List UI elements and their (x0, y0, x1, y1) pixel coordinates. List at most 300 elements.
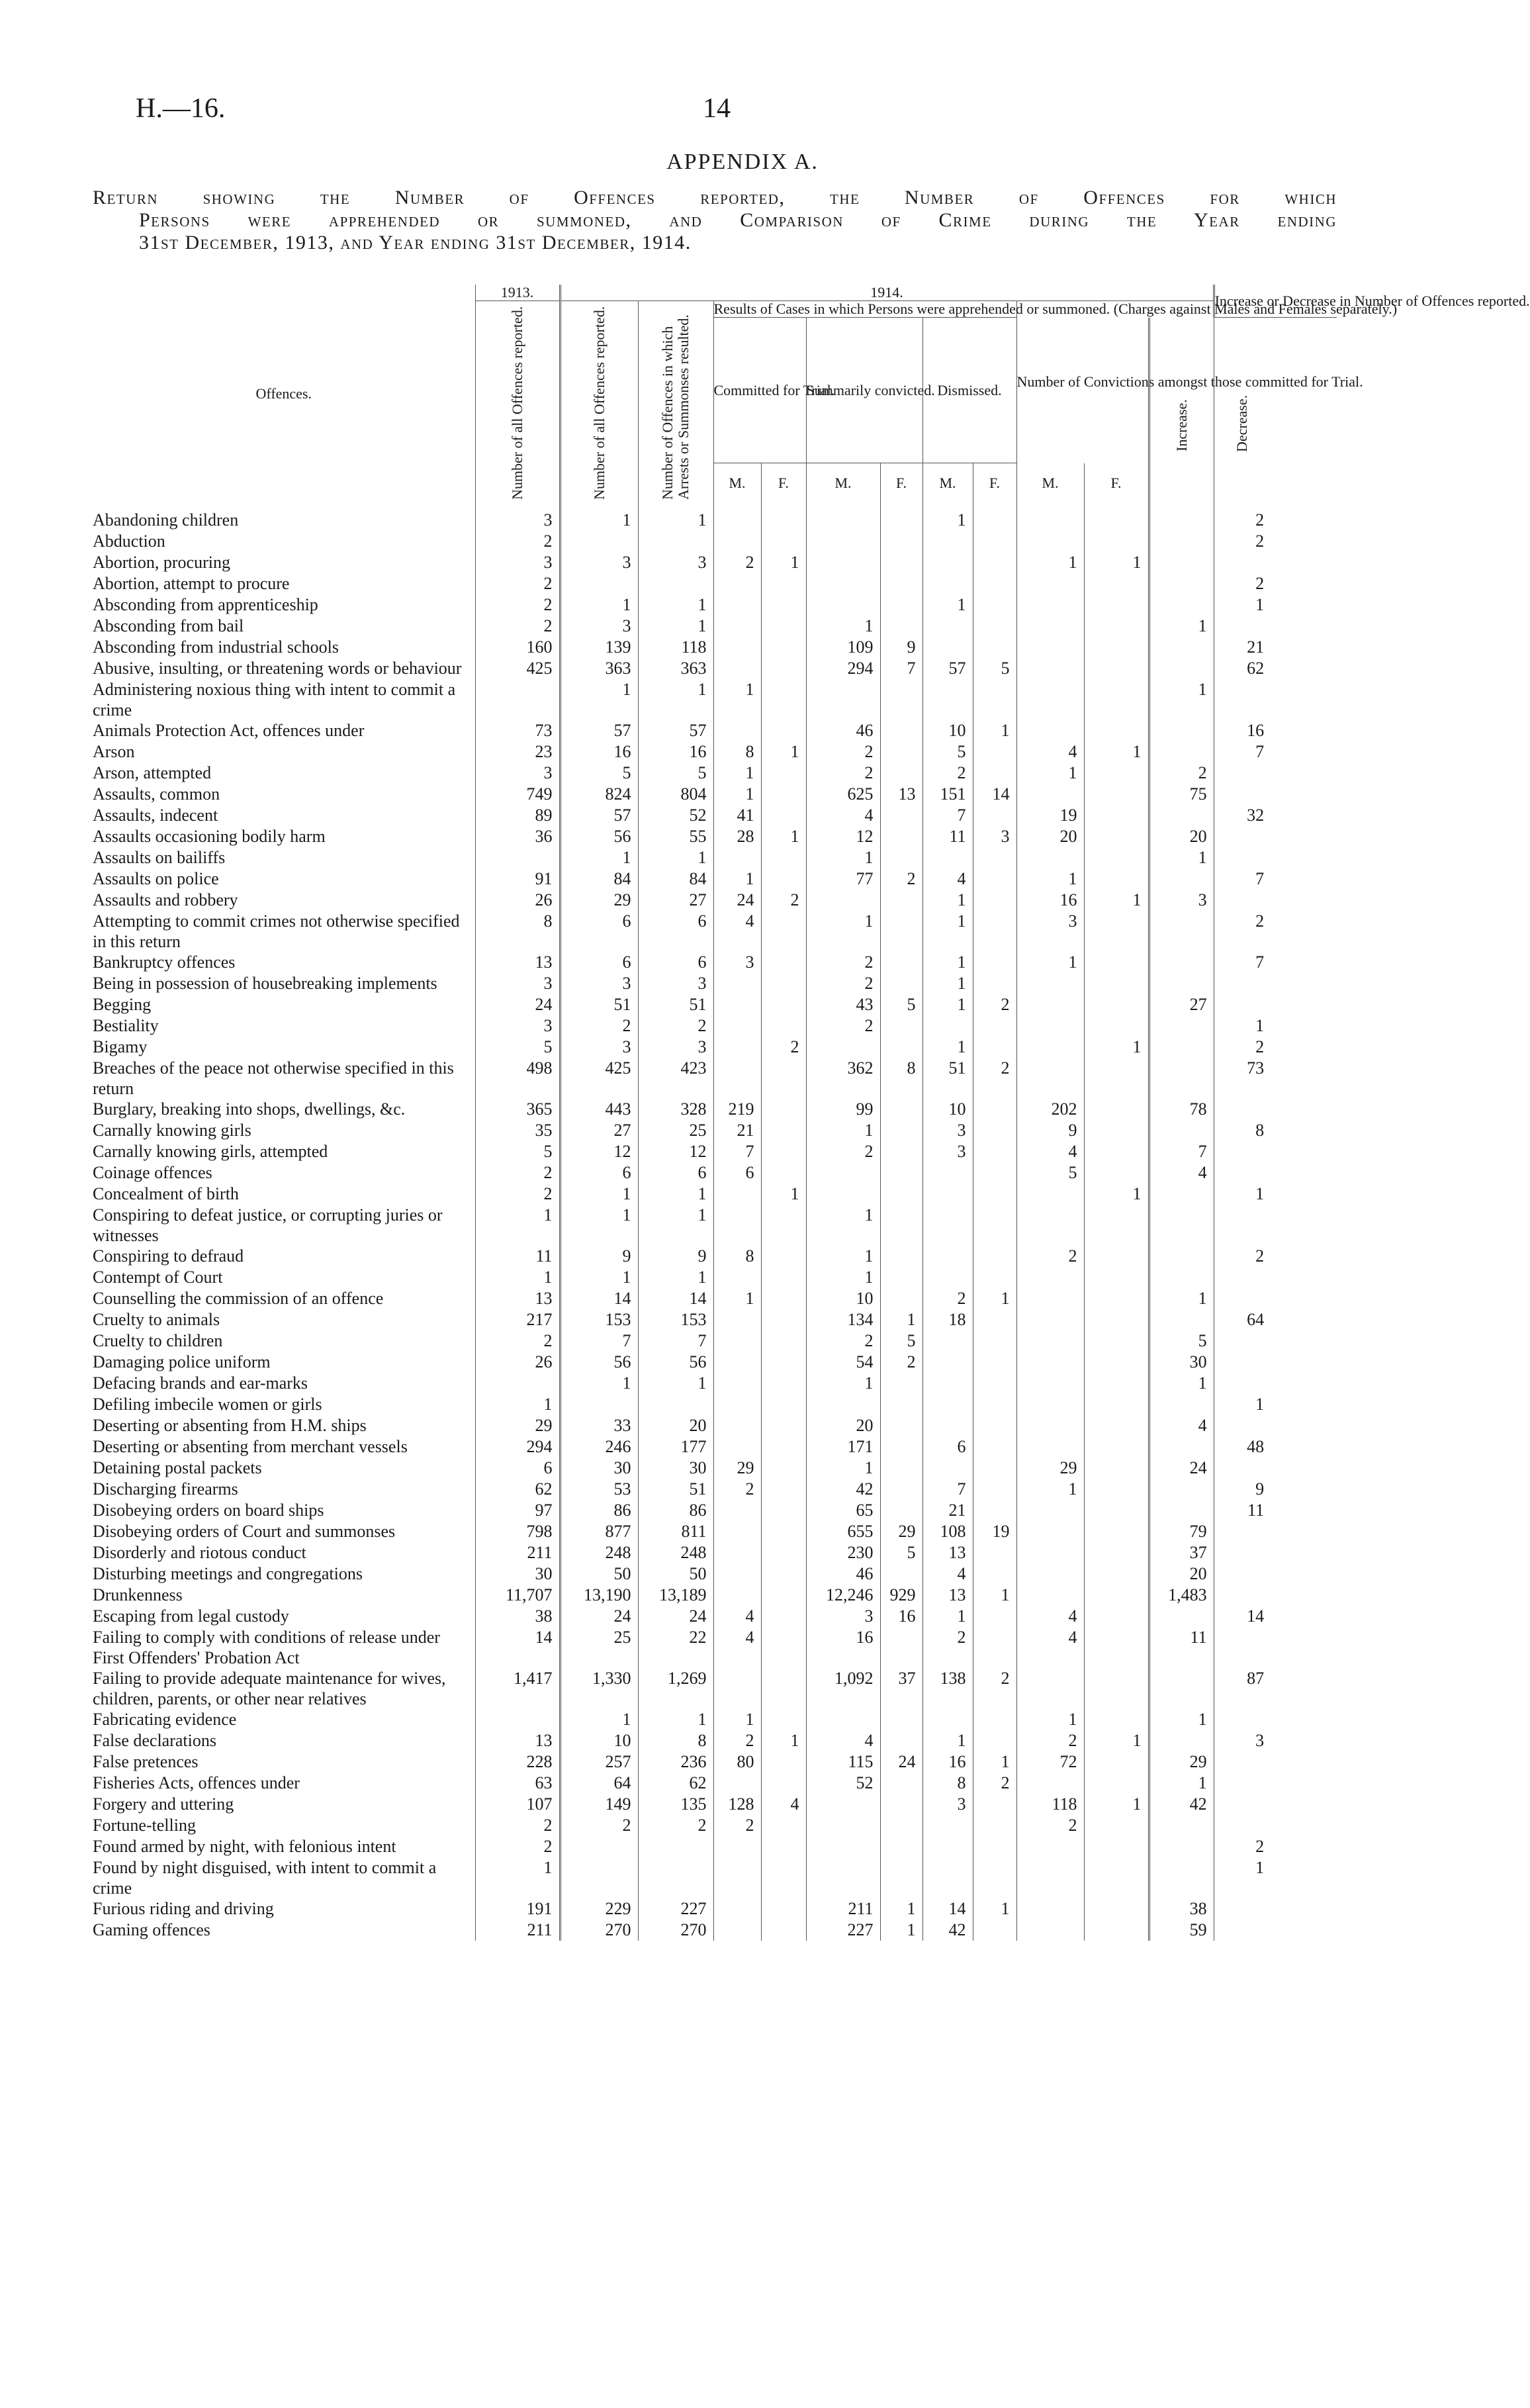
table-cell (880, 1730, 922, 1751)
table-cell (761, 531, 806, 552)
table-cell (880, 1141, 922, 1162)
table-cell: 5 (880, 994, 922, 1015)
table-cell (806, 552, 880, 573)
table-row (93, 1246, 1337, 1267)
offence-name: Conspiring to defraud (93, 1246, 244, 1266)
table-cell: 3 (1149, 890, 1214, 911)
table-cell (1016, 1521, 1084, 1542)
table-cell (1084, 1120, 1149, 1141)
table-cell: 16 (560, 741, 638, 763)
table-cell: 1 (761, 826, 806, 847)
table-cell: 26 (475, 1352, 560, 1373)
table-cell: 5 (475, 1141, 560, 1162)
table-cell (761, 1479, 806, 1500)
table-cell: 6 (638, 952, 713, 973)
table-cell: 42 (922, 1920, 973, 1941)
col-results: Results of Cases in which Persons were apprehended or summoned. (Charges against Males and Females separately.) (713, 301, 1398, 317)
table-cell: 118 (638, 637, 713, 658)
table-cell: 62 (638, 1773, 713, 1794)
table-cell (973, 573, 1016, 594)
table-cell: 37 (880, 1668, 922, 1709)
table-cell (761, 868, 806, 890)
table-cell (1084, 531, 1149, 552)
table-row (93, 1352, 1337, 1373)
table-cell (922, 1330, 973, 1352)
table-cell: 16 (880, 1606, 922, 1627)
table-cell (880, 1246, 922, 1267)
table-cell: 9 (1214, 1479, 1271, 1500)
table-cell (1016, 973, 1084, 994)
table-row (93, 1857, 1337, 1898)
table-cell: 1 (638, 1183, 713, 1205)
table-cell: 1 (1149, 616, 1214, 637)
table-cell: 7 (638, 1330, 713, 1352)
table-cell: 1 (761, 1730, 806, 1751)
table-cell (475, 1709, 560, 1730)
table-cell: 20 (806, 1415, 880, 1436)
table-cell: 365 (475, 1099, 560, 1120)
table-cell: 2 (475, 1162, 560, 1183)
table-cell: 443 (560, 1099, 638, 1120)
offence-name: Forgery and uttering (93, 1794, 234, 1814)
table-cell: 1 (1016, 868, 1084, 890)
table-cell (880, 1120, 922, 1141)
table-cell: 64 (1214, 1309, 1271, 1330)
table-cell (1084, 1058, 1149, 1099)
table-cell (1084, 1751, 1149, 1773)
table-cell: 57 (922, 658, 973, 679)
table-cell: 153 (638, 1309, 713, 1330)
table-cell (1016, 1563, 1084, 1585)
table-cell (761, 616, 806, 637)
table-row (93, 1037, 1337, 1058)
table-cell (1016, 1058, 1084, 1099)
table-cell (1084, 994, 1149, 1015)
offence-name: Assaults, indecent (93, 806, 218, 825)
offence-name: Abortion, attempt to procure (93, 574, 290, 593)
table-cell (1214, 1585, 1271, 1606)
table-cell (973, 1920, 1016, 1941)
table-cell: 4 (806, 1730, 880, 1751)
table-cell: 10 (560, 1730, 638, 1751)
table-cell (761, 952, 806, 973)
table-cell (713, 1394, 761, 1415)
table-cell (973, 763, 1016, 784)
table-cell: 29 (475, 1415, 560, 1436)
table-cell: 228 (475, 1751, 560, 1773)
table-cell (761, 1458, 806, 1479)
table-cell (1214, 890, 1271, 911)
table-cell (973, 594, 1016, 616)
table-cell (713, 1205, 761, 1246)
table-cell (1016, 784, 1084, 805)
table-cell (1214, 1099, 1271, 1120)
table-cell: 929 (880, 1585, 922, 1606)
table-cell (1149, 741, 1214, 763)
table-row (93, 1773, 1337, 1794)
table-cell (880, 1627, 922, 1668)
table-cell (1084, 1352, 1149, 1373)
table-cell (973, 1479, 1016, 1500)
table-cell (761, 911, 806, 952)
table-cell (475, 1373, 560, 1394)
table-cell (922, 531, 973, 552)
table-cell: 1 (922, 1037, 973, 1058)
offence-name: Disobeying orders of Court and summonses (93, 1522, 396, 1541)
table-cell (761, 1015, 806, 1037)
table-cell: 8 (922, 1773, 973, 1794)
table-cell (761, 1141, 806, 1162)
table-cell: 84 (638, 868, 713, 890)
table-cell (1214, 1563, 1271, 1585)
table-cell (880, 1815, 922, 1836)
table-cell: 16 (1016, 890, 1084, 911)
table-cell (761, 1373, 806, 1394)
table-cell (880, 1037, 922, 1058)
table-cell: 2 (475, 573, 560, 594)
table-cell (1214, 784, 1271, 805)
table-cell: 28 (713, 826, 761, 847)
table-cell (973, 805, 1016, 826)
table-cell: 37 (1149, 1542, 1214, 1563)
offence-name: Carnally knowing girls (93, 1121, 251, 1140)
table-cell: 328 (638, 1099, 713, 1120)
table-cell: 51 (560, 994, 638, 1015)
table-cell: 128 (713, 1794, 761, 1815)
table-cell (1149, 594, 1214, 616)
table-cell: 5 (880, 1542, 922, 1563)
table-cell (713, 1920, 761, 1941)
table-cell (806, 1836, 880, 1857)
table-row (93, 658, 1337, 679)
table-cell (560, 531, 638, 552)
table-cell: 7 (713, 1141, 761, 1162)
table-cell: 1 (1149, 847, 1214, 868)
table-row (93, 847, 1337, 868)
table-cell (973, 1857, 1016, 1898)
table-cell (761, 1394, 806, 1415)
table-cell (880, 1563, 922, 1585)
table-cell (638, 1394, 713, 1415)
table-cell: 202 (1016, 1099, 1084, 1120)
table-cell: 1 (638, 679, 713, 720)
table-cell: 62 (475, 1479, 560, 1500)
table-cell (1149, 531, 1214, 552)
table-cell (880, 1479, 922, 1500)
table-cell: 1 (638, 1373, 713, 1394)
title-line-3: 31st December, 1913, and Year ending 31st December, 1914. (139, 232, 692, 254)
table-cell (973, 952, 1016, 973)
table-cell: 20 (1149, 826, 1214, 847)
table-cell: 362 (806, 1058, 880, 1099)
table-cell: 63 (475, 1773, 560, 1794)
table-cell: 16 (638, 741, 713, 763)
col-year-1913: 1913. (475, 285, 560, 301)
table-cell (880, 1458, 922, 1479)
table-cell: 54 (806, 1352, 880, 1373)
table-cell: 5 (638, 763, 713, 784)
table-row (93, 1815, 1337, 1836)
table-cell (973, 1627, 1016, 1668)
table-cell: 6 (638, 1162, 713, 1183)
table-cell: 18 (922, 1309, 973, 1330)
table-cell: 4 (922, 868, 973, 890)
table-cell: 46 (806, 720, 880, 741)
table-cell: 211 (475, 1920, 560, 1941)
table-cell: 29 (560, 890, 638, 911)
table-cell: 211 (806, 1898, 880, 1920)
table-cell (1149, 952, 1214, 973)
table-cell: 2 (973, 1773, 1016, 1794)
offence-name: Damaging police uniform (93, 1352, 271, 1371)
table-cell: 6 (560, 911, 638, 952)
table-cell (880, 531, 922, 552)
table-cell: 425 (475, 658, 560, 679)
table-cell: 1 (922, 952, 973, 973)
offence-name: Gaming offences (93, 1920, 210, 1939)
table-cell (1214, 763, 1271, 784)
table-cell: 8 (475, 911, 560, 952)
table-cell: 2 (806, 973, 880, 994)
table-cell: 2 (973, 1058, 1016, 1099)
table-cell (922, 1836, 973, 1857)
table-cell: 21 (1214, 637, 1271, 658)
table-cell: 64 (560, 1773, 638, 1794)
table-cell (713, 1037, 761, 1058)
table-row (93, 1162, 1337, 1183)
table-cell: 1 (560, 847, 638, 868)
table-cell: 16 (806, 1627, 880, 1668)
table-cell: 1 (1016, 1479, 1084, 1500)
table-cell (713, 1373, 761, 1394)
table-cell: 2 (761, 1037, 806, 1058)
table-cell: 2 (475, 531, 560, 552)
table-row (93, 1794, 1337, 1815)
table-cell (880, 1162, 922, 1183)
table-cell (1016, 847, 1084, 868)
table-cell: 294 (475, 1436, 560, 1458)
table-cell: 811 (638, 1521, 713, 1542)
table-cell (1016, 1542, 1084, 1563)
offence-name: Disturbing meetings and congregations (93, 1564, 363, 1583)
table-cell: 24 (880, 1751, 922, 1773)
offence-name: Breaches of the peace not otherwise specified in this return (93, 1058, 454, 1098)
table-cell: 43 (806, 994, 880, 1015)
table-cell: 236 (638, 1751, 713, 1773)
table-cell (973, 1415, 1016, 1436)
table-cell: 87 (1214, 1668, 1271, 1709)
table-cell: 5 (922, 741, 973, 763)
table-cell: 227 (806, 1920, 880, 1941)
table-cell (638, 1857, 713, 1898)
table-cell: 11,707 (475, 1585, 560, 1606)
table-cell (806, 1183, 880, 1205)
offence-name: Assaults and robbery (93, 890, 238, 909)
table-cell (880, 1267, 922, 1288)
table-cell: 1 (973, 1898, 1016, 1920)
table-cell: 749 (475, 784, 560, 805)
table-cell (922, 1162, 973, 1183)
offence-name: Contempt of Court (93, 1268, 223, 1287)
table-cell (880, 679, 922, 720)
table-cell (1084, 805, 1149, 826)
table-cell: 5 (1149, 1330, 1214, 1352)
table-cell: 16 (1214, 720, 1271, 741)
col-summarily: Summarily convicted. (806, 318, 922, 463)
table-cell: 1 (922, 503, 973, 531)
table-cell: 75 (1149, 784, 1214, 805)
table-cell: 99 (806, 1099, 880, 1120)
table-cell: 5 (1016, 1162, 1084, 1183)
col-decrease: Decrease. (1214, 318, 1271, 504)
table-row (93, 1373, 1337, 1394)
table-cell (1214, 1352, 1271, 1373)
table-cell (973, 973, 1016, 994)
table-cell: 1 (973, 1288, 1016, 1309)
col-reported-1914: Number of all Offences reported. (560, 301, 638, 504)
table-cell: 80 (713, 1751, 761, 1773)
table-cell (560, 1394, 638, 1415)
table-cell: 14 (922, 1898, 973, 1920)
table-cell (638, 573, 713, 594)
table-cell: 7 (922, 1479, 973, 1500)
table-cell: 1 (806, 1373, 880, 1394)
table-cell (880, 1373, 922, 1394)
table-cell: 56 (638, 1352, 713, 1373)
table-cell (922, 1373, 973, 1394)
table-cell (1016, 658, 1084, 679)
table-cell: 51 (638, 994, 713, 1015)
table-cell (1149, 1815, 1214, 1836)
table-cell: 50 (560, 1563, 638, 1585)
table-row (93, 552, 1337, 573)
table-cell: 248 (560, 1542, 638, 1563)
table-cell: 2 (560, 1015, 638, 1037)
table-row (93, 1563, 1337, 1585)
offence-name: Fortune-telling (93, 1816, 196, 1835)
table-cell (761, 1120, 806, 1141)
table-row (93, 1627, 1337, 1668)
table-cell: 56 (560, 826, 638, 847)
table-cell (1084, 847, 1149, 868)
table-cell: 30 (1149, 1352, 1214, 1373)
table-cell (1016, 1415, 1084, 1436)
table-cell: 118 (1016, 1794, 1084, 1815)
col-increase: Increase. (1149, 318, 1214, 504)
table-cell (1084, 1668, 1149, 1709)
table-cell: 14 (973, 784, 1016, 805)
table-row (93, 531, 1337, 552)
table-cell (973, 1815, 1016, 1836)
table-row (93, 1585, 1337, 1606)
table-cell: 2 (475, 616, 560, 637)
table-cell (1214, 1162, 1271, 1183)
table-cell (880, 890, 922, 911)
table-cell: 9 (560, 1246, 638, 1267)
table-cell (880, 952, 922, 973)
table-row (93, 1751, 1337, 1773)
table-cell (1016, 720, 1084, 741)
table-cell: 2 (1214, 503, 1271, 531)
table-row (93, 1330, 1337, 1352)
table-cell: 1 (806, 1205, 880, 1246)
table-cell (880, 1836, 922, 1857)
table-cell: 1 (761, 1183, 806, 1205)
offence-name: Bankruptcy offences (93, 952, 236, 972)
table-cell (1084, 1585, 1149, 1606)
table-cell: 1 (922, 1730, 973, 1751)
table-cell (1016, 1585, 1084, 1606)
table-cell (973, 1709, 1016, 1730)
table-row (93, 763, 1337, 784)
table-cell: 2 (638, 1015, 713, 1037)
table-cell (880, 763, 922, 784)
table-cell: 8 (638, 1730, 713, 1751)
table-cell (1016, 1309, 1084, 1330)
table-cell (922, 1267, 973, 1288)
table-cell: 6 (922, 1436, 973, 1458)
table-cell: 1 (1016, 952, 1084, 973)
table-cell (1149, 1479, 1214, 1500)
table-cell: 4 (1016, 1141, 1084, 1162)
table-cell (922, 1458, 973, 1479)
table-cell: 3 (475, 1015, 560, 1037)
table-cell: 6 (713, 1162, 761, 1183)
table-cell: 13 (922, 1542, 973, 1563)
table-cell (713, 616, 761, 637)
offence-name: Assaults occasioning bodily harm (93, 827, 326, 846)
table-cell (1084, 594, 1149, 616)
table-row (93, 1120, 1337, 1141)
table-cell: 2 (713, 1479, 761, 1500)
table-cell: 51 (922, 1058, 973, 1099)
table-cell: 1 (713, 1709, 761, 1730)
table-cell: 8 (1214, 1120, 1271, 1141)
table-cell (973, 1606, 1016, 1627)
table-cell: 19 (1016, 805, 1084, 826)
offence-name: Absconding from bail (93, 616, 244, 635)
table-cell: 27 (638, 890, 713, 911)
table-cell (713, 1521, 761, 1542)
table-cell (880, 1015, 922, 1037)
convictions-f: F. (1084, 463, 1149, 504)
table-cell (1016, 1288, 1084, 1309)
table-cell: 1 (1016, 552, 1084, 573)
table-row (93, 1668, 1337, 1709)
table-cell (1016, 1773, 1084, 1794)
offence-name: Conspiring to defeat justice, or corrupting juries or witnesses (93, 1205, 443, 1245)
table-cell (806, 1162, 880, 1183)
table-cell: 8 (713, 1246, 761, 1267)
table-cell (1149, 637, 1214, 658)
table-cell: 14 (1214, 1606, 1271, 1627)
table-cell: 9 (880, 637, 922, 658)
table-cell (1214, 1794, 1271, 1815)
table-cell (761, 1267, 806, 1288)
table-cell: 4 (922, 1563, 973, 1585)
table-cell (1149, 658, 1214, 679)
offence-name: Escaping from legal custody (93, 1606, 289, 1626)
table-row (93, 1458, 1337, 1479)
table-cell (1084, 1288, 1149, 1309)
table-cell (1084, 1920, 1149, 1941)
offence-name: Assaults, common (93, 784, 220, 804)
table-row (93, 1606, 1337, 1627)
table-cell (1214, 1521, 1271, 1542)
table-row (93, 1920, 1337, 1941)
table-cell: 41 (713, 805, 761, 826)
table-cell: 2 (806, 763, 880, 784)
